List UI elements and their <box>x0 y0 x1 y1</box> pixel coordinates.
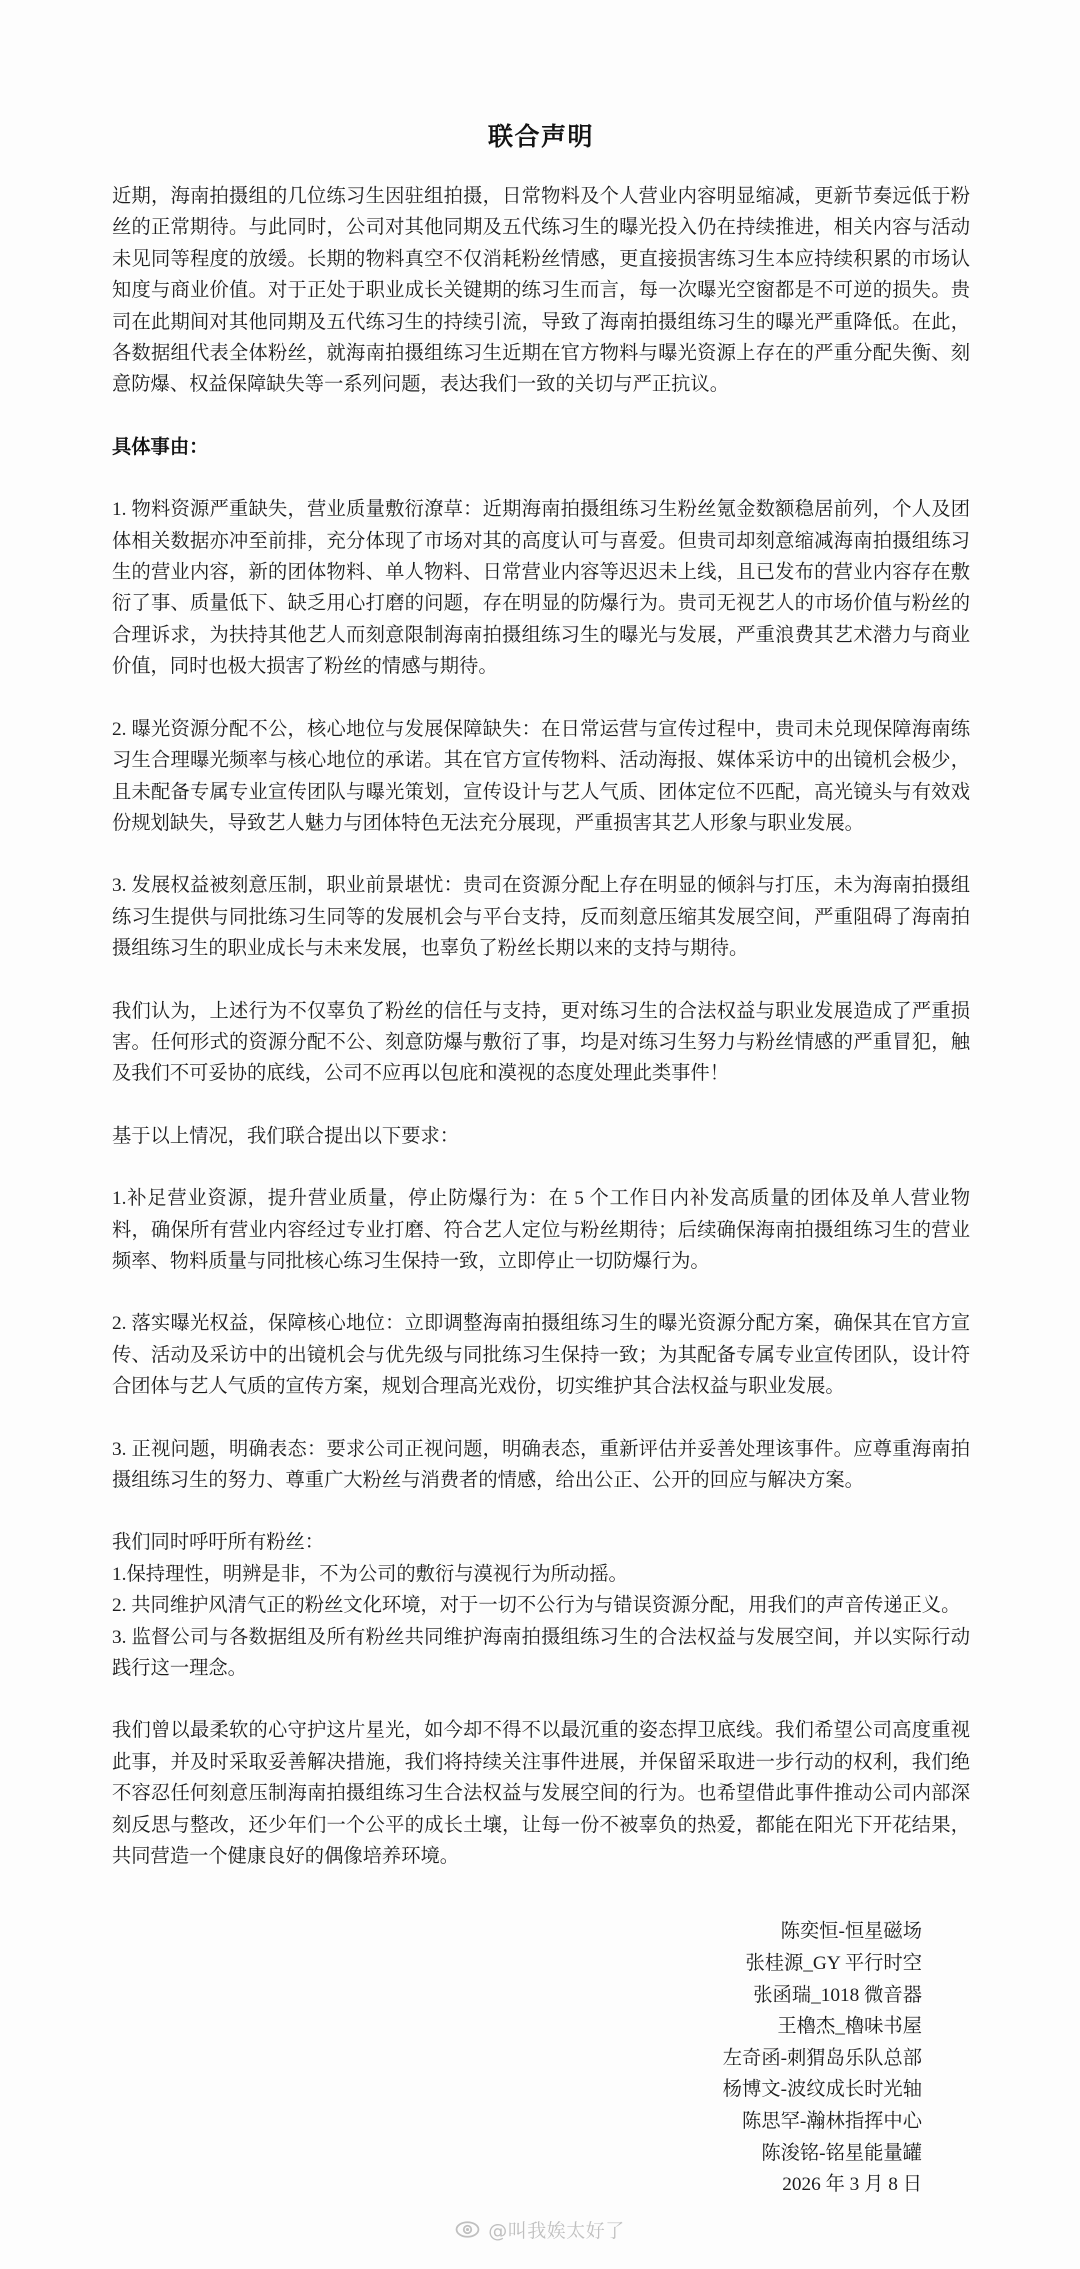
demands-heading: 基于以上情况，我们联合提出以下要求： <box>112 1125 460 1147</box>
assessment-paragraph: 我们认为，上述行为不仅辜负了粉丝的信任与支持，更对练习生的合法权益与职业发展造成了严重损害。任何形式的资源分配不公、刻意防爆与敷衍了事，均是对练习生努力与粉丝情感的严重冒犯，触及我们不可妥协的底线，公司不应再以包庇和漠视的态度处理此类事件！ <box>112 1000 970 1085</box>
watermark <box>0 2216 1080 2243</box>
signatory-1: 陈奕恒-恒星磁场 <box>780 1921 922 1943</box>
signatory-7: 陈思罕-瀚林指挥中心 <box>742 2111 922 2133</box>
spacer <box>112 401 970 432</box>
statement-document <box>112 120 970 2201</box>
signatory-8: 陈浚铭-铭星能量罐 <box>761 2142 922 2164</box>
spacer <box>112 1403 970 1434</box>
intro-paragraph: 近期，海南拍摄组的几位练习生因驻组拍摄，日常物料及个人营业内容明显缩减，更新节奏远低于粉丝的正常期待。与此同时，公司对其他同期及五代练习生的曝光投入仍在持续推进，相关内容与活动未见同等程度的放缓。长期的物料真空不仅消耗粉丝情感，更直接损害练习生本应持续积累的市场认知度与商业价值。对于正处于职业成长关键期的练习生而言，每一次曝光空窗都是不可逆的损失。贵司在此期间对其他同期及五代练习生的持续引流，导致了海南拍摄组练习生的曝光严重降低。在此，各数据组代表全体粉丝，就海南拍摄组练习生近期在官方物料与曝光资源上存在的严重分配失衡、刻意防爆、权益保障缺失等一系列问题，表达我们一致的关切与严正抗议。 <box>112 186 970 396</box>
watermark-handle: @叫我娭太好了 <box>488 2220 625 2242</box>
signature-date: 2026 年 3 月 8 日 <box>782 2174 922 2196</box>
reason-item-1: 1. 物料资源严重缺失，营业质量敷衍潦草：近期海南拍摄组练习生粉丝氪金数额稳居前列，个人及团体相关数据亦冲至前排，充分体现了市场对其的高度认可与喜爱。但贵司却刻意缩减海南拍摄组练习生的营业内容，新的团体物料、单人物料、日常营业内容等迟迟未上线，且已发布的营业内容存在敷衍了事、质量低下、缺乏用心打磨的问题，存在明显的防爆行为。贵司无视艺人的市场价值与粉丝的合理诉求，为扶持其他艺人而刻意限制海南拍摄组练习生的曝光与发展，严重浪费其艺术潜力与商业价值，同时也极大损害了粉丝的情感与期待。 <box>112 499 970 678</box>
reasons-heading: 具体事由： <box>112 436 209 458</box>
weibo-eye-icon <box>455 2217 480 2242</box>
page-title: 联合声明 <box>487 124 594 151</box>
spacer <box>112 463 970 494</box>
demand-item-3: 3. 正视问题，明确表态：要求公司正视问题，明确表态，重新评估并妥善处理该事件。应尊重海南拍摄组练习生的努力、尊重广大粉丝与消费者的情感，给出公正、公开的回应与解决方案。 <box>112 1438 970 1491</box>
signatory-3: 张函瑞_1018 微音器 <box>753 1984 922 2006</box>
appeal-list <box>112 1559 970 1685</box>
signatory-2: 张桂源_GY 平行时空 <box>745 1953 922 1975</box>
spacer <box>112 839 970 870</box>
signature-block <box>112 1916 970 2200</box>
appeal-item-3: 3. 监督公司与各数据组及所有粉丝共同维护海南拍摄组练习生的合法权益与发展空间，并以实际行动践行这一理念。 <box>112 1626 970 1680</box>
spacer <box>112 1277 970 1308</box>
reason-item-2: 2. 曝光资源分配不公，核心地位与发展保障缺失：在日常运营与宣传过程中，贵司未兑现保障海南练习生合理曝光频率与核心地位的承诺。其在官方宣传物料、活动海报、媒体采访中的出镜机会极少，且未配备专属专业宣传团队与曝光策划，宣传设计与艺人气质、团体定位不匹配，高光镜头与有效戏份规划缺失，导致艺人魅力与团体特色无法充分展现，严重损害其艺人形象与职业发展。 <box>112 718 970 834</box>
appeal-heading: 我们同时呼吁所有粉丝： <box>112 1532 325 1554</box>
spacer <box>112 965 970 996</box>
spacer <box>112 1684 970 1715</box>
demand-item-1: 1.补足营业资源，提升营业质量，停止防爆行为：在 5 个工作日内补发高质量的团体及单人营业物料，确保所有营业内容经过专业打磨、符合艺人定位与粉丝期待；后续确保海南拍摄组练习生的营业频率、物料质量与同批核心练习生保持一致，立即停止一切防爆行为。 <box>112 1188 970 1272</box>
spacer <box>112 1090 970 1121</box>
signatory-6: 杨博文-波纹成长时光轴 <box>722 2079 922 2101</box>
signatory-4: 王櫓杰_櫓味书屋 <box>777 2016 922 2038</box>
spacer <box>112 1152 970 1183</box>
spacer <box>112 683 970 714</box>
closing-paragraph: 我们曾以最柔软的心守护这片星光，如今却不得不以最沉重的姿态捍卫底线。我们希望公司高度重视此事，并及时采取妥善解决措施，我们将持续关注事件进展，并保留采取进一步行动的权利，我们绝不容忍任何刻意压制海南拍摄组练习生合法权益与发展空间的行为。也希望借此事件推动公司内部深刻反思与整改，还少年们一个公平的成长土壤，让每一份不被辜负的热爱，都能在阳光下开花结果，共同营造一个健康良好的偶像培养环境。 <box>112 1720 970 1868</box>
reason-item-3: 3. 发展权益被刻意压制，职业前景堪忧：贵司在资源分配上存在明显的倾斜与打压，未为海南拍摄组练习生提供与同批练习生同等的发展机会与平台支持，反而刻意压缩其发展空间，严重阻碍了海南拍摄组练习生的职业成长与未来发展，也辜负了粉丝长期以来的支持与期待。 <box>112 875 970 960</box>
appeal-item-1: 1.保持理性，明辨是非，不为公司的敷衍与漠视行为所动摇。 <box>112 1563 628 1585</box>
spacer <box>112 1496 970 1527</box>
signatory-5: 左奇函-刺猬岛乐队总部 <box>722 2047 922 2069</box>
appeal-item-2: 2. 共同维护风清气正的粉丝文化环境，对于一切不公行为与错误资源分配，用我们的声音传递正义。 <box>112 1595 961 1617</box>
demand-item-2: 2. 落实曝光权益，保障核心地位：立即调整海南拍摄组练习生的曝光资源分配方案，确保其在官方宣传、活动及采访中的出镜机会与优先级与同批练习生保持一致；为其配备专属专业宣传团队，设计符合团体与艺人气质的宣传方案，规划合理高光戏份，切实维护其合法权益与职业发展。 <box>112 1313 970 1398</box>
